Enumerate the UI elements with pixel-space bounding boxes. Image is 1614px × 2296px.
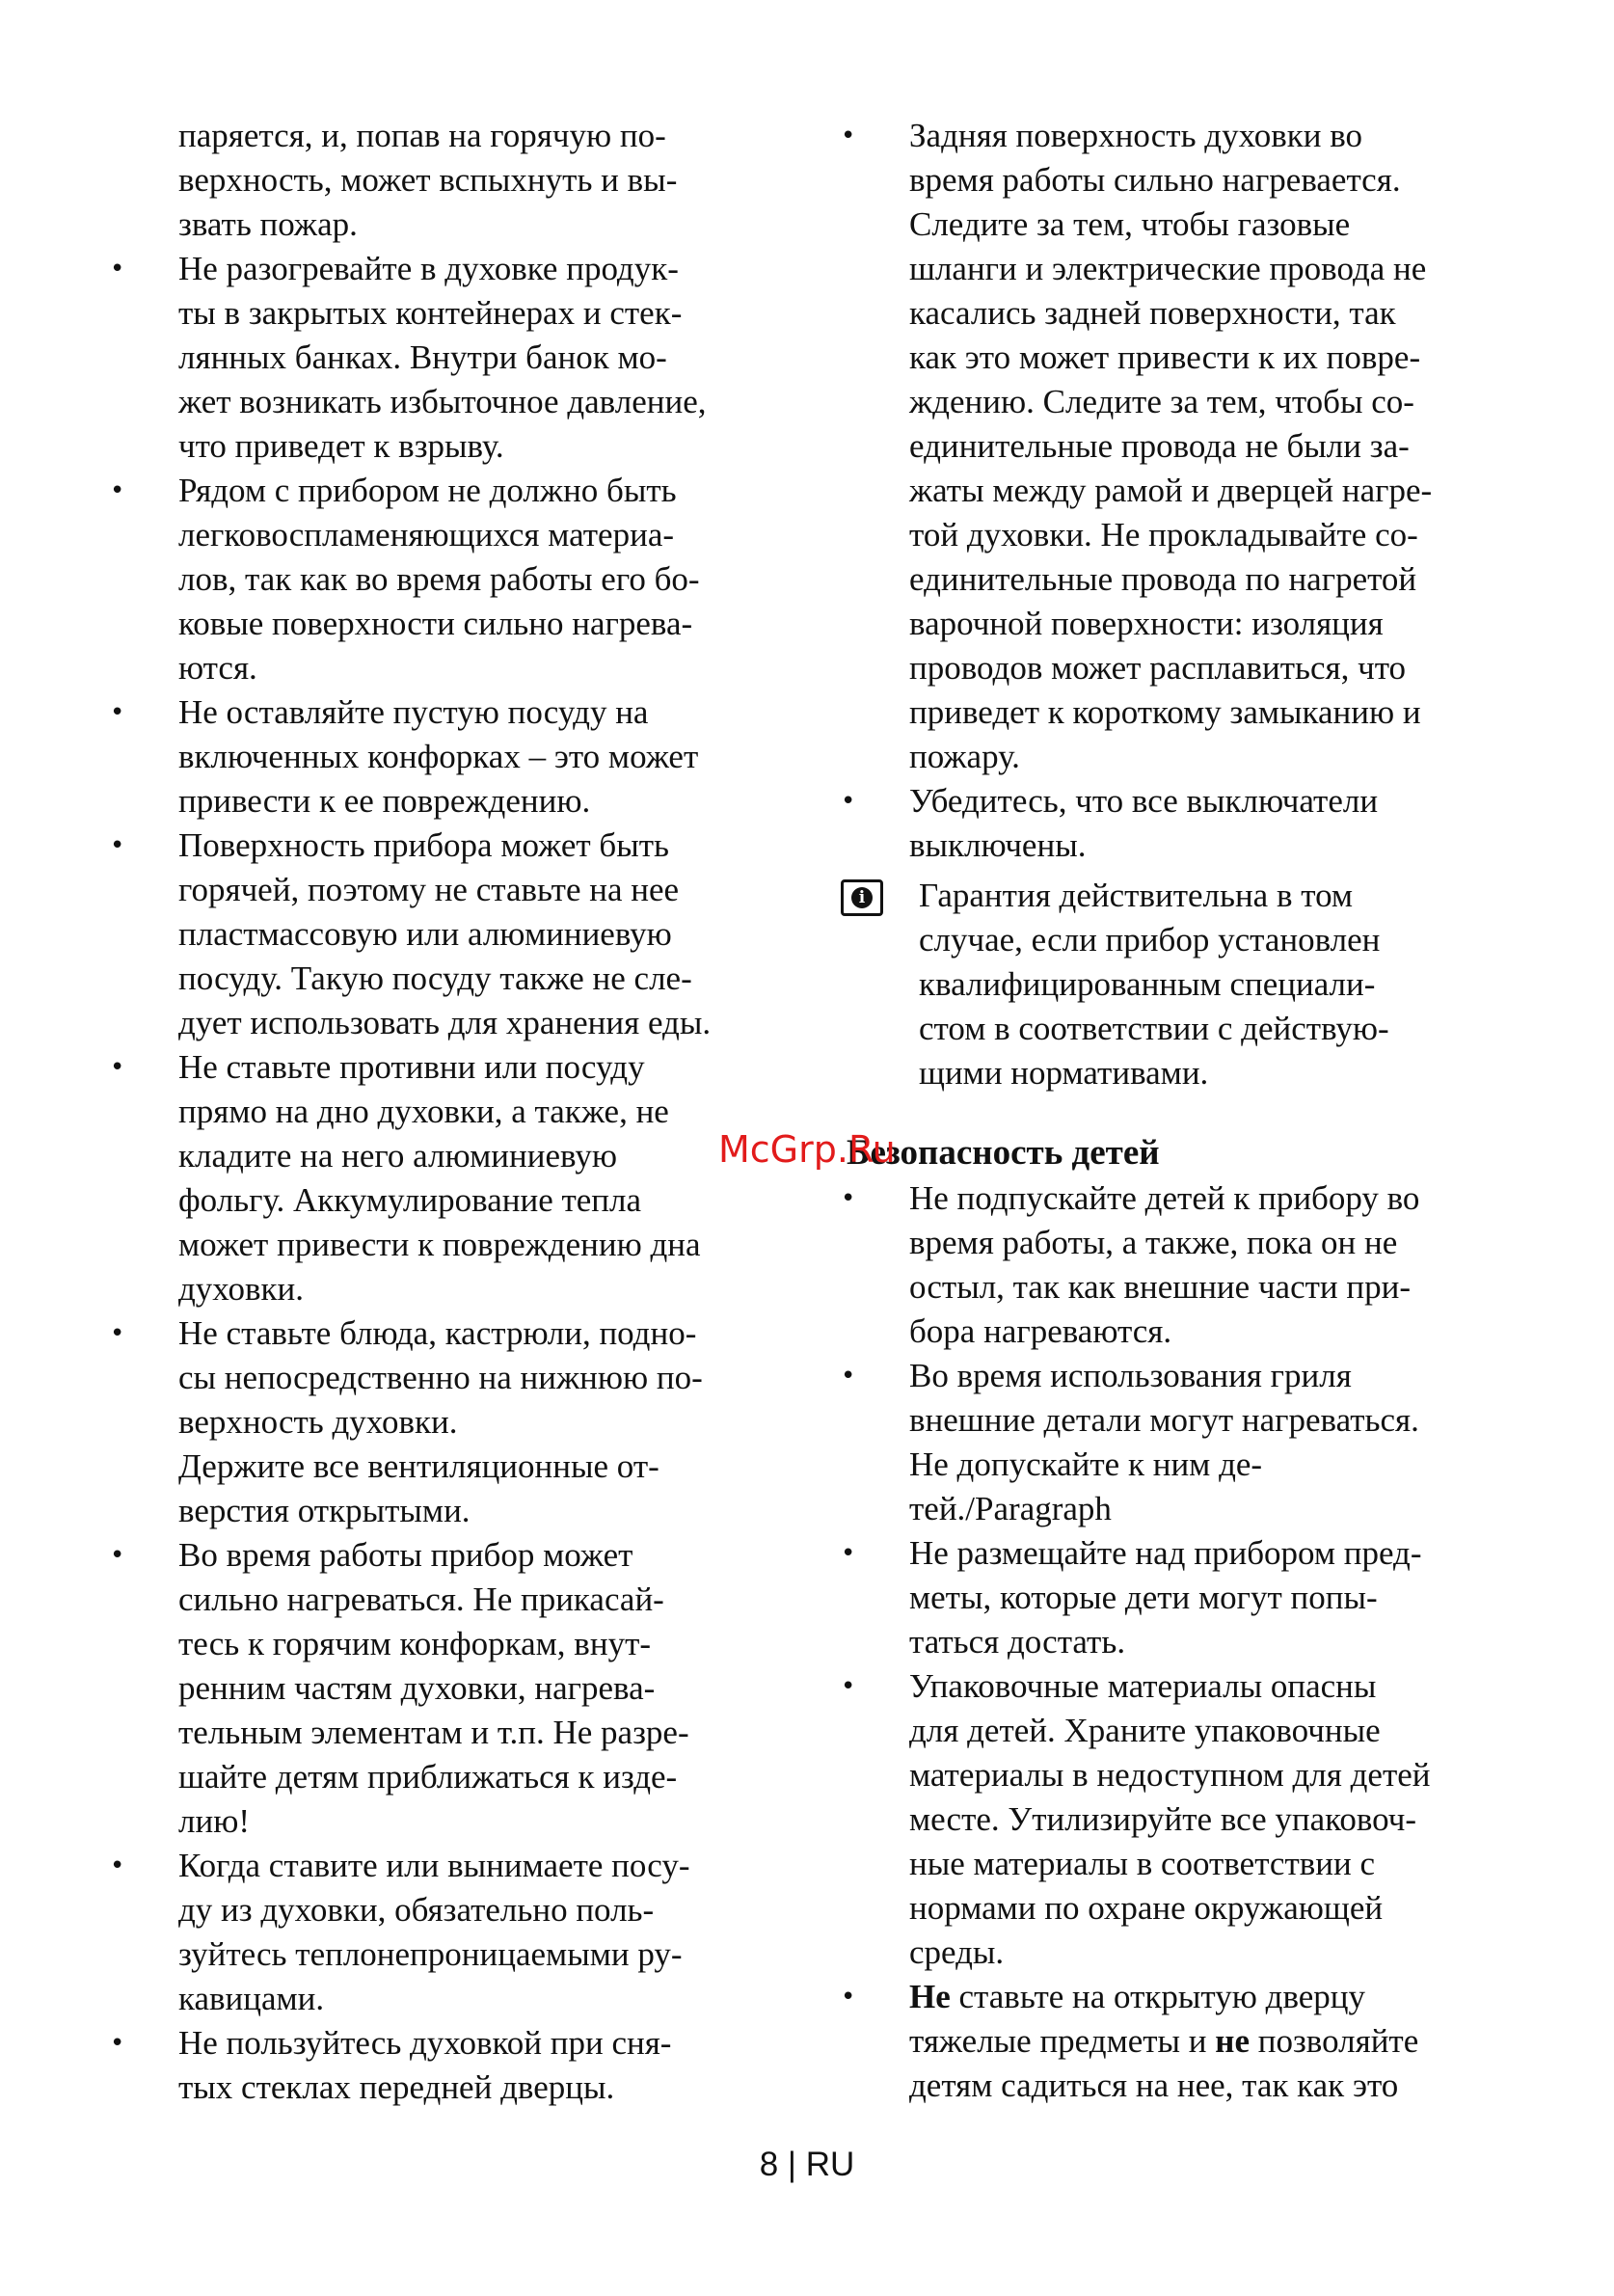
bullet-icon: • xyxy=(110,831,125,860)
text-line: Упаковочные материалы опасны xyxy=(909,1667,1377,1705)
text-line: ные материалы в соответствии с xyxy=(909,1845,1376,1882)
text-line: легковоспламеняющихся материа- xyxy=(178,516,675,554)
text-line: Во время использования гриля xyxy=(909,1357,1352,1394)
list-item xyxy=(827,779,1521,868)
list-item xyxy=(827,1354,1521,1531)
text-line: как это может привести к их повре- xyxy=(909,338,1421,376)
bullet-icon: • xyxy=(841,1539,856,1568)
text-line: щими нормативами. xyxy=(919,1054,1209,1092)
bullet-icon: • xyxy=(110,255,125,284)
text-line: ковые поверхности сильно нагрева- xyxy=(178,605,693,642)
text-line: Во время работы прибор может xyxy=(178,1536,633,1574)
text-line: может привести к повреждению дна xyxy=(178,1226,701,1263)
text-line: духовки. xyxy=(178,1270,304,1308)
page-footer: 8 | RU xyxy=(759,2146,855,2183)
text-line: лию! xyxy=(178,1802,250,1840)
text-line: время работы сильно нагревается. xyxy=(909,161,1401,199)
bullet-icon: • xyxy=(110,1851,125,1880)
text-line: жаты между рамой и дверцей нагре- xyxy=(909,472,1433,509)
text-line: Не пользуйтесь духовкой при сня- xyxy=(178,2024,672,2062)
text-line: материалы в недоступном для детей xyxy=(909,1756,1431,1794)
text-line: тей./Paragraph xyxy=(909,1490,1112,1527)
text-line: сы непосредственно на нижнюю по- xyxy=(178,1359,703,1396)
list-item xyxy=(96,824,800,1045)
text-line: ренним частям духовки, нагрева- xyxy=(178,1669,656,1707)
text-line: прямо на дно духовки, а также, не xyxy=(178,1093,669,1130)
text-line: квалифицированным специали- xyxy=(919,965,1376,1003)
list-item xyxy=(96,1844,800,2021)
text-line: Когда ставите или вынимаете посу- xyxy=(178,1847,690,1884)
bullet-icon: • xyxy=(110,2029,125,2058)
continuation-text xyxy=(96,114,800,247)
note-text xyxy=(919,874,1521,1095)
text-line: что приведет к взрыву. xyxy=(178,427,504,465)
list-item xyxy=(827,1531,1521,1664)
text-line: жет возникать избыточное давление, xyxy=(178,383,707,420)
warranty-note xyxy=(827,874,1521,1095)
text-line: лянных банках. Внутри банок мо- xyxy=(178,338,667,376)
text-line: верхность духовки. xyxy=(178,1403,458,1441)
text-line: единительные провода не были за- xyxy=(909,427,1410,465)
emphasis-text: Не xyxy=(909,1978,951,2015)
text-line: остыл, так как внешние части при- xyxy=(909,1268,1412,1306)
text-line: шланги и электрические провода не xyxy=(909,250,1427,287)
text-line: верхность, может вспыхнуть и вы- xyxy=(178,161,678,199)
text-line: детям садиться на нее, так как это xyxy=(909,2066,1399,2104)
text-line: Гарантия действительна в том xyxy=(919,877,1354,914)
text-line: Не размещайте над прибором пред- xyxy=(909,1534,1422,1572)
text-line: ду из духовки, обязательно поль- xyxy=(178,1891,655,1929)
text-line: для детей. Храните упаковочные xyxy=(909,1712,1381,1749)
emphasis-text: не xyxy=(1215,2022,1250,2060)
list-item xyxy=(96,1045,800,1311)
text-line: Не допускайте к ним де- xyxy=(909,1445,1263,1483)
left-bullet-list xyxy=(96,247,800,2110)
list-item xyxy=(96,247,800,469)
text-line: кладите на него алюминиевую xyxy=(178,1137,617,1175)
text-line: кавицами. xyxy=(178,1980,325,2017)
text-segment: ставьте на открытую дверцу xyxy=(950,1978,1366,2015)
text-segment: позволяйте xyxy=(1250,2022,1419,2060)
text-line: время работы, а также, пока он не xyxy=(909,1224,1398,1261)
bullet-icon: • xyxy=(110,476,125,505)
text-line xyxy=(909,1975,1521,2019)
text-line: Задняя поверхность духовки во xyxy=(909,117,1363,154)
text-line: той духовки. Не прокладывайте со- xyxy=(909,516,1418,554)
text-line: звать пожар. xyxy=(178,205,358,243)
text-line: включенных конфорках – это может xyxy=(178,738,699,775)
info-icon: i xyxy=(841,879,883,916)
text-line: дует использовать для хранения еды. xyxy=(178,1004,712,1041)
list-item xyxy=(827,1975,1521,2108)
watermark: McGrp.Ru xyxy=(718,1128,896,1171)
bullet-icon: • xyxy=(841,122,856,150)
bullet-icon: • xyxy=(841,1672,856,1701)
text-line: проводов может расплавиться, что xyxy=(909,649,1407,687)
list-item xyxy=(96,2021,800,2110)
list-item xyxy=(96,1311,800,1533)
text-line: паряется, и, попав на горячую по- xyxy=(178,117,666,154)
bullet-icon: • xyxy=(841,787,856,816)
text-line: пластмассовую или алюминиевую xyxy=(178,915,672,953)
right-bullet-list xyxy=(827,114,1521,868)
text-line xyxy=(909,2019,1521,2064)
text-line: Не разогревайте в духовке продук- xyxy=(178,250,679,287)
bullet-icon: • xyxy=(841,1983,856,2012)
text-line: месте. Утилизируйте все упаковоч- xyxy=(909,1800,1417,1838)
list-item xyxy=(827,114,1521,779)
text-line: Убедитесь, что все выключатели xyxy=(909,782,1379,820)
text-line: внешние детали могут нагреваться. xyxy=(909,1401,1419,1439)
text-line: Поверхность прибора может быть xyxy=(178,826,669,864)
right-column xyxy=(827,114,1521,2108)
text-line: Не ставьте противни или посуду xyxy=(178,1048,645,1086)
left-column xyxy=(96,114,800,2110)
text-line: приведет к короткому замыканию и xyxy=(909,693,1421,731)
text-line: Не оставляйте пустую посуду на xyxy=(178,693,649,731)
text-line: нормами по охране окружающей xyxy=(909,1889,1384,1927)
text-line: пожару. xyxy=(909,738,1020,775)
child-safety-list xyxy=(827,1176,1521,1975)
text-line: сильно нагреваться. Не прикасай- xyxy=(178,1580,664,1618)
text-line: касались задней поверхности, так xyxy=(909,294,1396,332)
text-line: единительные провода по нагретой xyxy=(909,560,1417,598)
text-line: Не ставьте блюда, кастрюли, подно- xyxy=(178,1314,697,1352)
text-line: Не подпускайте детей к прибору во xyxy=(909,1179,1420,1217)
text-line: стом в соответствии с действую- xyxy=(919,1010,1389,1047)
text-line: таться достать. xyxy=(909,1623,1126,1661)
text-line: шайте детям приближаться к изде- xyxy=(178,1758,678,1796)
text-line: тесь к горячим конфоркам, внут- xyxy=(178,1625,652,1662)
list-item xyxy=(827,1664,1521,1975)
text-line: посуду. Такую посуду также не сле- xyxy=(178,959,692,997)
text-line: тельным элементам и т.п. Не разре- xyxy=(178,1714,689,1751)
text-line: Держите все вентиляционные от- xyxy=(178,1447,659,1485)
text-line: ты в закрытых контейнерах и стек- xyxy=(178,294,683,332)
text-line: фольгу. Аккумулирование тепла xyxy=(178,1181,642,1219)
text-line: зуйтесь теплонепроницаемыми ру- xyxy=(178,1935,683,1973)
list-item xyxy=(96,690,800,824)
text-line: Рядом с прибором не должно быть xyxy=(178,472,677,509)
text-line: ждению. Следите за тем, чтобы со- xyxy=(909,383,1414,420)
list-item xyxy=(96,469,800,690)
text-line: тых стеклах передней дверцы. xyxy=(178,2068,615,2106)
text-line: лов, так как во время работы его бо- xyxy=(178,560,700,598)
text-line: верстия открытыми. xyxy=(178,1492,471,1529)
bullet-icon: • xyxy=(110,1541,125,1570)
text-segment: тяжелые предметы и xyxy=(909,2022,1216,2060)
list-item xyxy=(827,1176,1521,1354)
bullet-icon: • xyxy=(110,1053,125,1082)
bullet-icon: • xyxy=(841,1184,856,1213)
text-line: варочной поверхности: изоляция xyxy=(909,605,1384,642)
text-line: горячей, поэтому не ставьте на нее xyxy=(178,871,680,908)
text-line: меты, которые дети могут попы- xyxy=(909,1579,1378,1616)
text-line: среды. xyxy=(909,1933,1005,1971)
text-line: выключены. xyxy=(909,826,1087,864)
text-line: Следите за тем, чтобы газовые xyxy=(909,205,1351,243)
text-line: случае, если прибор установлен xyxy=(919,921,1381,959)
text-line: ются. xyxy=(178,649,257,687)
bullet-icon: • xyxy=(841,1362,856,1391)
text-line: бора нагреваются. xyxy=(909,1312,1172,1350)
text-line: привести к ее повреждению. xyxy=(178,782,591,820)
section-heading: Безопасность детей xyxy=(847,1133,1160,1173)
list-item xyxy=(96,1533,800,1844)
bullet-icon: • xyxy=(110,1319,125,1348)
bullet-icon: • xyxy=(110,698,125,727)
